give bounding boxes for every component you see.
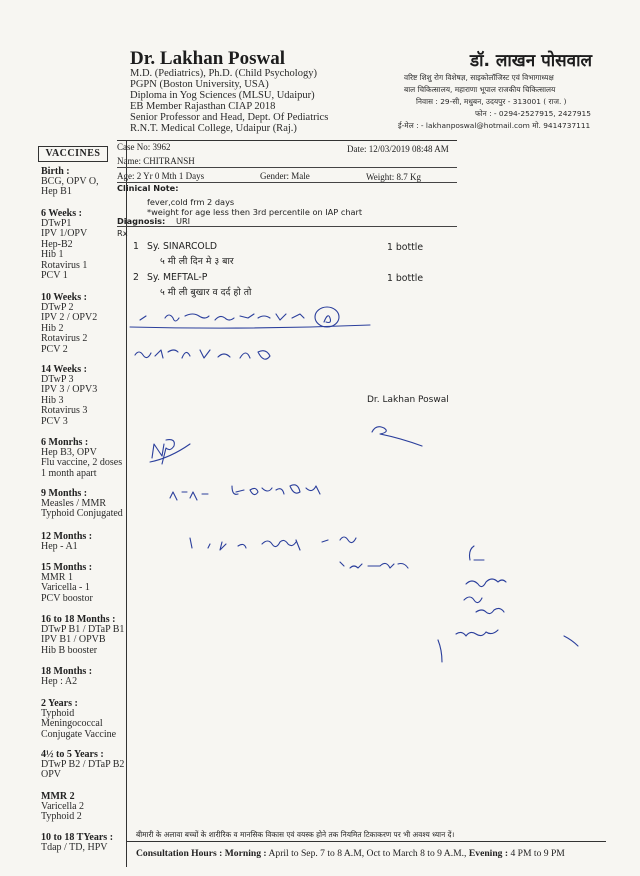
vaccine-item: BCG, OPV O,: [41, 176, 99, 187]
hours-morning: April to Sep. 7 to 8 A.M, Oct to March 8 to 9 A.M.,: [266, 848, 467, 859]
vaccine-item: DTwP B2 / DTaP B2: [41, 759, 125, 770]
rx-drug-name: Sy. SINARCOLD: [147, 241, 218, 252]
handwritten-note-line: [135, 350, 270, 359]
footer-hindi-note: बीमारी के अलावा बच्चों के शारीरिक व मानसिक विकास एवं वयस्क होने तक नियमित टिकाकरण पर भी अवश्य ध्यान दें।: [136, 830, 455, 839]
consultation-hours: [136, 848, 565, 859]
vaccine-item: IPV B1 / OPVB: [41, 634, 106, 646]
hindi-doctor-name: डॉ. लाखन पोसवाल: [470, 51, 592, 71]
vaccine-group-heading: 4½ to 5 Years :: [41, 749, 104, 760]
vaccine-item: PCV 2: [41, 343, 68, 355]
patient-gender: Gender: Male: [260, 171, 310, 181]
hours-evening: 4 PM to 9 PM: [508, 848, 565, 859]
hindi-line: बाल चिकित्सालय, महाराणा भूपाल राजकीय चिकित्सालय: [404, 85, 556, 94]
vaccine-item: Hib 1: [41, 249, 64, 261]
handwritten-followup-line: [170, 485, 320, 500]
credential-line: M.D. (Pediatrics), Ph.D. (Child Psychology): [130, 68, 317, 79]
vaccine-group-heading: Birth :: [41, 166, 70, 177]
clinical-note-heading: Clinical Note:: [117, 183, 179, 193]
vaccine-item: Typhoid 2: [41, 811, 82, 823]
hours-label: Consultation Hours : Morning :: [136, 848, 267, 859]
credential-line: Diploma in Yog Sciences (MLSU, Udaipur): [130, 90, 315, 101]
handwritten-signature-mark: [372, 427, 422, 446]
vaccine-item: Rotavirus 1: [41, 259, 88, 271]
case-number: Case No: 3962: [117, 142, 171, 152]
rx-dosage: ५ मी ली दिन मे ३ बार: [160, 256, 234, 267]
vaccine-item: Hep-B2: [41, 238, 73, 250]
handwritten-drug-line: [190, 537, 356, 550]
vaccine-item: Hib 3: [41, 394, 64, 406]
vaccine-item: Varicella - 1: [41, 582, 90, 594]
rx-dosage: ५ मी ली बुखार व दर्द हो तो: [160, 287, 252, 298]
credential-line: EB Member Rajasthan CIAP 2018: [130, 101, 276, 112]
vaccine-item: Conjugate Vaccine: [41, 728, 117, 740]
credential-line: Senior Professor and Head, Dept. Of Pediatrics: [130, 112, 329, 123]
vaccine-item: DTwP 3: [41, 374, 74, 385]
rx-number: 1: [133, 241, 139, 252]
vaccine-group-heading: 10 to 18 TYears :: [41, 832, 114, 843]
vaccine-group-heading: MMR 2: [41, 791, 75, 802]
vaccine-item: Typhoid: [41, 708, 75, 719]
clinical-note-line: fever,cold frm 2 days: [147, 197, 235, 207]
vaccine-item: Hep - A1: [41, 541, 78, 552]
vaccine-item: Hep B3, OPV: [41, 447, 97, 458]
hindi-line: वरिष्ट शिशु रोग विशेषज्ञ, साइकोलॉजिस्ट एवं विभागाध्यक्ष: [404, 73, 554, 82]
handwritten-side-note: [438, 546, 578, 662]
vaccine-item: IPV 1/OPV: [41, 228, 88, 240]
diagnosis-label: Diagnosis:: [117, 216, 166, 226]
rx-number: 2: [133, 272, 139, 283]
clinical-note-line: *weight for age less then 3rd percentile on IAP chart: [147, 207, 363, 217]
vaccine-item: Varicella 2: [41, 801, 85, 812]
patient-weight: Weight: 8.7 Kg: [366, 172, 422, 182]
patient-name: Name: CHITRANSH: [117, 156, 195, 166]
footer-rule: [126, 841, 606, 842]
vaccine-item: PCV boostor: [41, 592, 93, 604]
vaccine-item: Hep : A2: [41, 676, 78, 687]
vaccine-item: Hib B booster: [41, 644, 98, 656]
vaccine-item: Typhoid Conjugated: [41, 508, 123, 520]
vaccines-title: VACCINES: [38, 146, 108, 162]
visit-date: Date: 12/03/2019 08:48 AM: [347, 144, 449, 154]
vaccine-group-heading: 10 Weeks :: [41, 292, 87, 303]
vaccine-group-heading: 6 Monrhs :: [41, 437, 89, 448]
rx-quantity: 1 bottle: [387, 242, 424, 253]
vaccine-group-heading: 14 Weeks :: [41, 364, 87, 375]
vaccine-item: DTwP1: [41, 218, 72, 229]
hours-evening-label: Evening :: [466, 848, 509, 859]
vaccine-item: Measles / MMR: [41, 498, 106, 509]
vaccine-item: PCV 3: [41, 415, 68, 427]
vaccine-group-heading: 18 Months :: [41, 666, 93, 677]
vaccine-item: DTwP B1 / DTaP B1: [41, 624, 125, 635]
vaccine-item: OPV: [41, 769, 62, 781]
vaccine-item: MMR 1: [41, 572, 73, 583]
doctor-name: Dr. Lakhan Poswal: [130, 48, 286, 69]
hindi-line: फोन : - 0294-2527915, 2427915: [475, 109, 591, 118]
credential-line: R.N.T. Medical College, Udaipur (Raj.): [130, 123, 297, 134]
doctor-signature-name: Dr. Lakhan Poswal: [367, 395, 449, 405]
rx-drug-name: Sy. MEFTAL-P: [147, 272, 208, 283]
vaccine-item: Flu vaccine, 2 doses: [41, 457, 123, 469]
vaccine-item: Meningococcal: [41, 718, 103, 730]
vaccine-group-heading: 16 to 18 Months :: [41, 614, 116, 625]
vaccine-item: PCV 1: [41, 270, 68, 281]
vaccine-group-heading: 15 Months :: [41, 562, 93, 573]
vaccine-item: Rotavirus 2: [41, 333, 88, 345]
vaccine-item: Hib 2: [41, 322, 64, 334]
vaccine-group-heading: 12 Months :: [41, 531, 93, 542]
rx-label: Rx: [117, 228, 128, 238]
vaccine-item: IPV 3 / OPV3: [41, 384, 98, 396]
vaccine-group-heading: 2 Years :: [41, 698, 78, 709]
vaccine-item: DTwP 2: [41, 302, 74, 313]
handwritten-dose-line: [140, 314, 304, 321]
diagnosis-value: URI: [176, 216, 191, 226]
vaccine-item: Hep B1: [41, 186, 72, 198]
vaccine-group-heading: 6 Weeks :: [41, 208, 82, 219]
patient-age: Age: 2 Yr 0 Mth 1 Days: [117, 171, 205, 181]
vaccine-item: Rotavirus 3: [41, 405, 88, 417]
vaccine-item: IPV 2 / OPV2: [41, 312, 98, 324]
vaccine-item: 1 month apart: [41, 467, 97, 479]
vaccine-group-heading: 9 Months :: [41, 488, 88, 499]
hindi-line: निवास : 29-सी, मधुबन, उदयपुर - 313001 ( राज. ): [416, 97, 567, 106]
vaccine-item: Tdap / TD, HPV: [41, 842, 108, 853]
rx-quantity: 1 bottle: [387, 273, 424, 284]
hindi-line: ई-मेल : - lakhanposwal@hotmail.com मो. 9414737111: [398, 121, 591, 130]
credential-line: PGPN (Boston University, USA): [130, 79, 269, 90]
